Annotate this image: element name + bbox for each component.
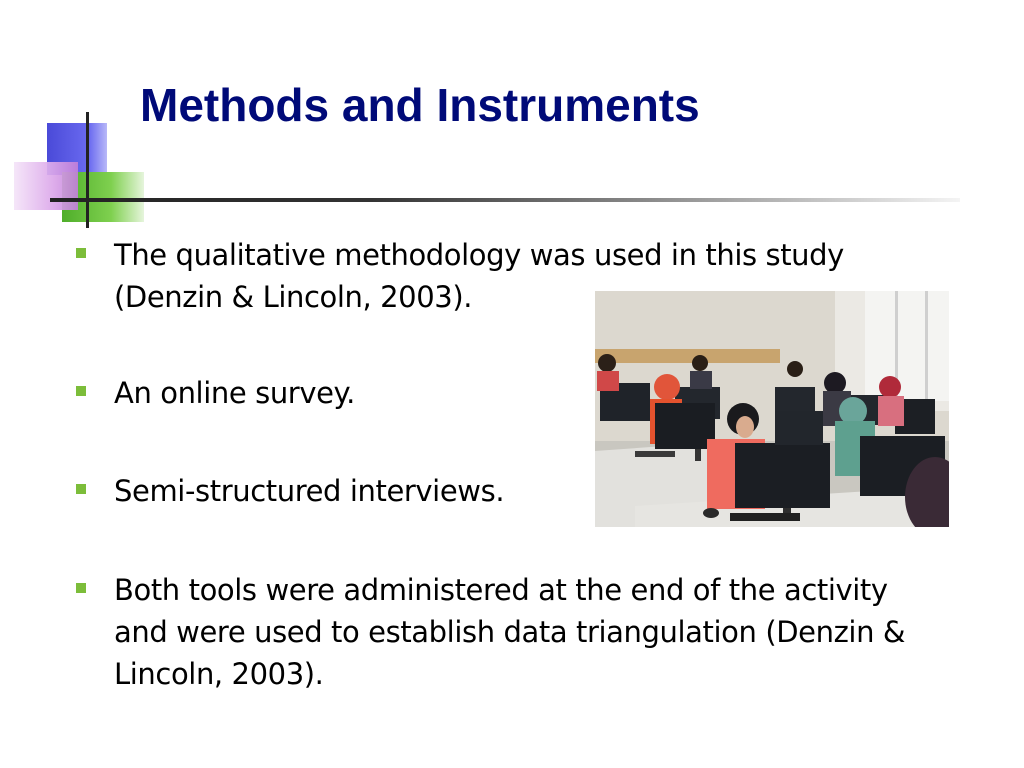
bullet-text bbox=[114, 470, 504, 512]
bullet-item-3 bbox=[76, 470, 504, 512]
bullet-line: (Denzin & Lincoln, 2003). bbox=[114, 280, 473, 314]
bullet-line: An online survey. bbox=[114, 376, 355, 410]
bullet-marker bbox=[76, 484, 86, 494]
decor-pink-square bbox=[14, 162, 78, 210]
bullet-marker bbox=[76, 583, 86, 593]
bullet-line: The qualitative methodology was used in this study bbox=[114, 238, 844, 272]
bullet-line: and were used to establish data triangulation (Denzin & bbox=[114, 615, 906, 649]
classroom-photo bbox=[595, 291, 949, 527]
bullet-item-4 bbox=[76, 569, 905, 695]
bullet-text bbox=[114, 372, 355, 414]
bullet-line: Lincoln, 2003). bbox=[114, 657, 324, 691]
classroom-photo-illustration bbox=[595, 291, 949, 527]
decor-vertical-line bbox=[86, 112, 89, 228]
bullet-marker bbox=[76, 248, 86, 258]
slide-title: Methods and Instruments bbox=[140, 79, 700, 131]
bullet-item-2 bbox=[76, 372, 355, 414]
bullet-line: Both tools were administered at the end of the activity bbox=[114, 573, 888, 607]
bullet-text bbox=[114, 569, 905, 695]
title-underline bbox=[50, 198, 960, 202]
bullet-marker bbox=[76, 386, 86, 396]
bullet-line: Semi-structured interviews. bbox=[114, 474, 505, 508]
